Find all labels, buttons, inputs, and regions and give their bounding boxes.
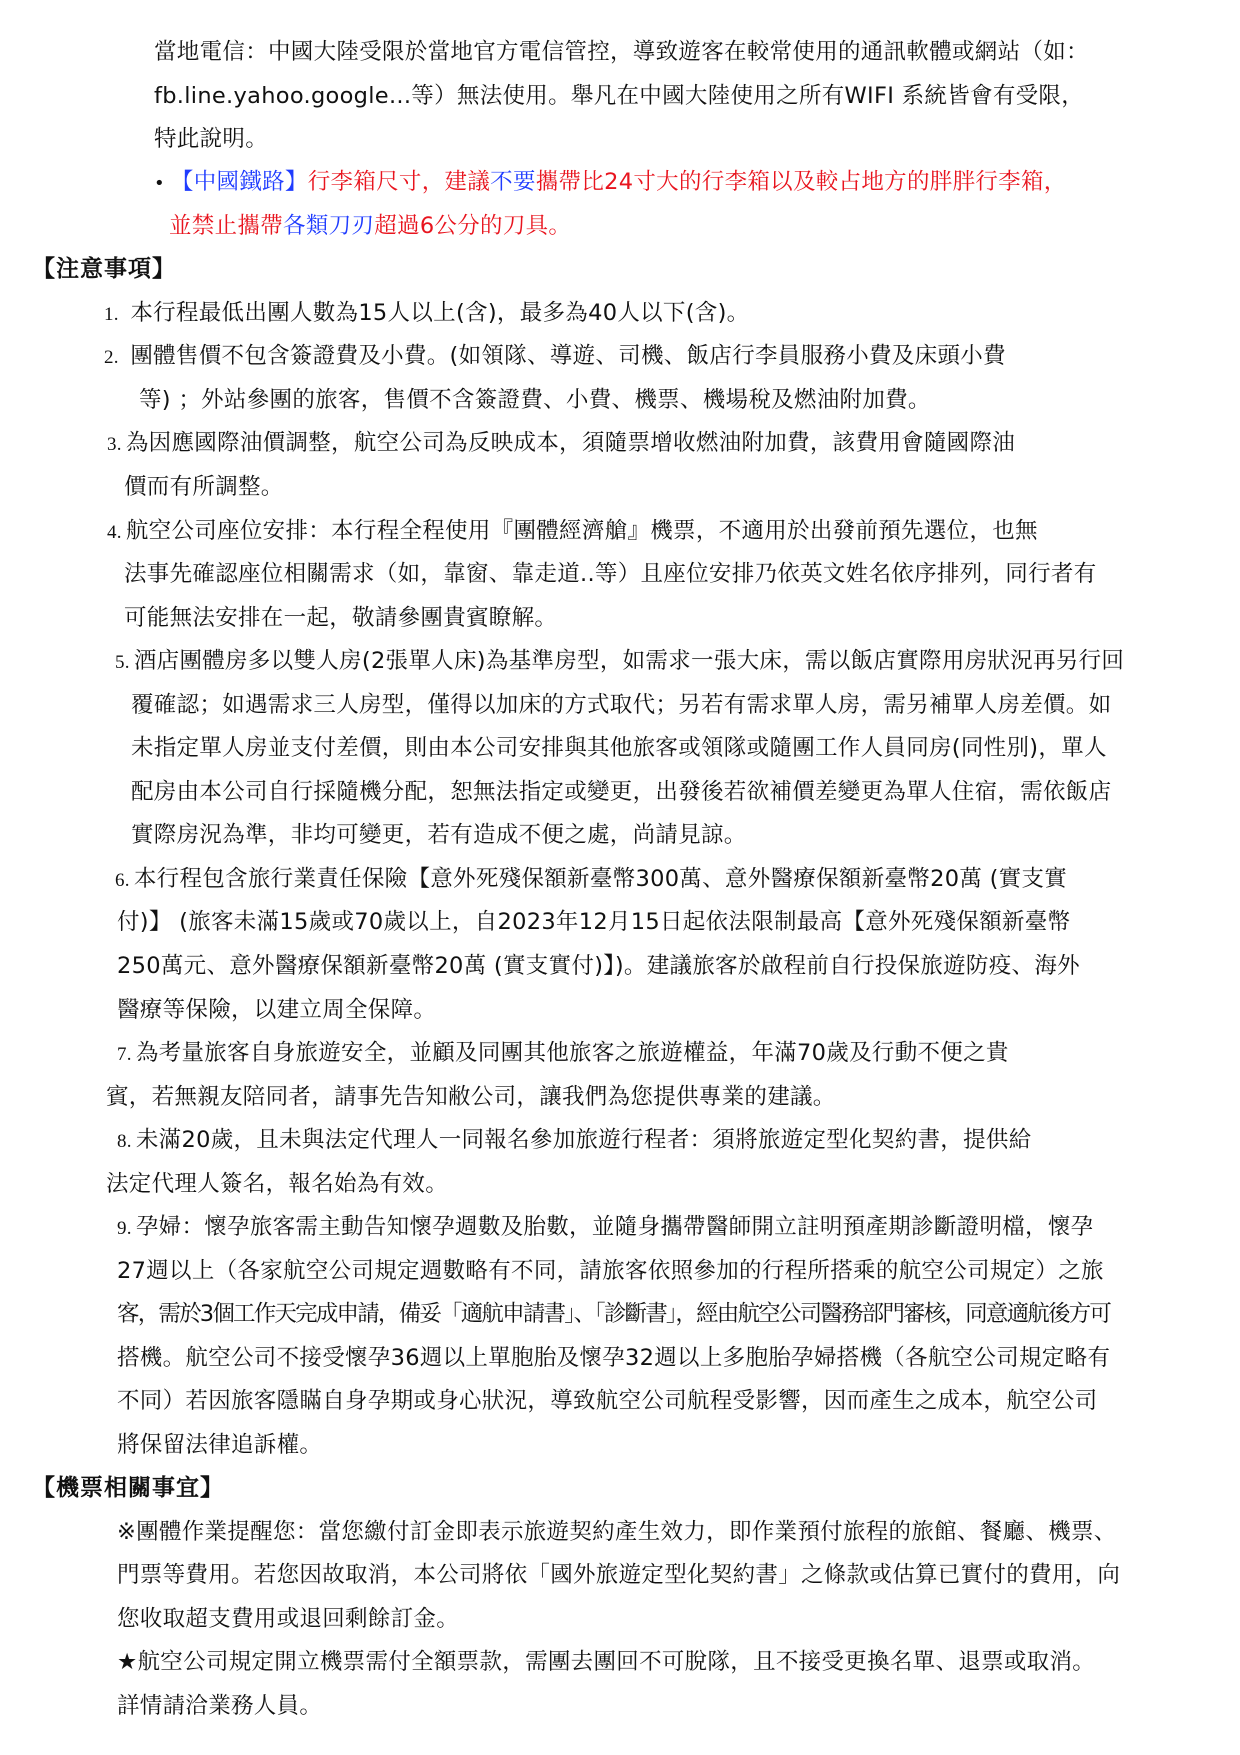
- notice-item-6-cont-3: 醫療等保險，以建立周全保障。: [117, 997, 437, 1023]
- notice-item-5-cont-1: 覆確認；如遇需求三人房型，僅得以加床的方式取代；另若有需求單人房，需另補單人房差價。如: [131, 692, 1112, 718]
- notice-item-6-cont-1: 付)】 (旅客未滿15歲或70歲以上，自2023年12月15日起依法限制最高【意外死殘保額新臺幣: [117, 909, 1071, 935]
- notice-item-2: 2. 團體售價不包含簽證費及小費。(如領隊、導遊、司機、飯店行李員服務小費及床頭小費: [104, 343, 1006, 369]
- notice-item-8: 8. 未滿20歲，且未與法定代理人一同報名參加旅遊行程者：須將旅遊定型化契約書，提供給: [117, 1127, 1032, 1153]
- railway-tag: 【中國鐵路】: [170, 169, 308, 195]
- notice-item-7: 7. 為考量旅客自身旅遊安全，並顧及同團其他旅客之旅遊權益，年滿70歲及行動不便之貴: [117, 1040, 1009, 1066]
- ticket-para-2-line-1: ★航空公司規定開立機票需付全額票款，需團去團回不可脫隊，且不接受更換名單、退票或取消。: [117, 1649, 1096, 1675]
- ticket-para-1-line-2: 門票等費用。若您因故取消，本公司將依「國外旅遊定型化契約書」之條款或估算已實付的費用，向: [117, 1562, 1121, 1588]
- notice-item-6: 6. 本行程包含旅行業責任保險【意外死殘保額新臺幣300萬、意外醫療保額新臺幣20萬 (實支實: [115, 866, 1068, 892]
- notice-item-9-cont-4: 不同）若因旅客隱瞞自身孕期或身心狀況，導致航空公司航程受影響，因而產生之成本，航空公司: [117, 1388, 1098, 1414]
- telecom-line-2: fb.line.yahoo.google...等）無法使用。舉凡在中國大陸使用之所有WIFI 系統皆會有受限，: [154, 83, 1085, 109]
- notice-item-4: 4. 航空公司座位安排：本行程全程使用『團體經濟艙』機票，不適用於出發前預先選位，也無: [107, 518, 1038, 544]
- bullet-icon: •: [154, 173, 165, 194]
- notice-item-9-cont-1: 27週以上（各家航空公司規定週數略有不同，請旅客依照參加的行程所搭乘的航空公司規定）之旅: [117, 1258, 1104, 1284]
- notice-item-9-cont-5: 將保留法律追訴權。: [117, 1432, 323, 1458]
- notice-item-1: 1. 本行程最低出團人數為15人以上(含)，最多為40人以下(含)。: [104, 300, 750, 326]
- notice-item-7-cont: 賓，若無親友陪同者，請事先告知敝公司，讓我們為您提供專業的建議。: [106, 1084, 836, 1110]
- notice-item-9-cont-3: 搭機。航空公司不接受懷孕36週以上單胞胎及懷孕32週以上多胞胎孕婦搭機（各航空公司規定略有: [117, 1345, 1111, 1371]
- telecom-line-3: 特此說明。: [154, 126, 269, 152]
- railway-line-1: • 【中國鐵路】行李箱尺寸，建議不要攜帶比24寸大的行李箱以及較占地方的胖胖行李箱，: [154, 167, 1067, 199]
- notice-item-3: 3. 為因應國際油價調整，航空公司為反映成本，須隨票增收燃油附加費，該費用會隨國際油: [107, 430, 1016, 456]
- notice-item-5: 5. 酒店團體房多以雙人房(2張單人床)為基準房型，如需求一張大床，需以飯店實際用房狀況再另行回: [115, 648, 1125, 674]
- ticket-para-2-line-2: 詳情請洽業務人員。: [117, 1693, 323, 1719]
- notice-item-3-cont: 價而有所調整。: [124, 474, 284, 500]
- railway-line-2: 並禁止攜帶各類刀刃超過6公分的刀具。: [169, 213, 572, 239]
- notice-heading: 【注意事項】: [32, 256, 176, 282]
- ticket-para-1-line-3: 您收取超支費用或退回剩餘訂金。: [117, 1606, 460, 1632]
- ticket-heading: 【機票相關事宜】: [32, 1475, 224, 1501]
- telecom-line-1: 當地電信：中國大陸受限於當地官方電信管控，導致遊客在較常使用的通訊軟體或網站（如：: [154, 39, 1089, 65]
- notice-item-5-cont-4: 實際房況為準，非均可變更，若有造成不便之處，尚請見諒。: [131, 822, 747, 848]
- notice-item-8-cont: 法定代理人簽名，報名始為有效。: [106, 1171, 449, 1197]
- notice-item-6-cont-2: 250萬元、意外醫療保額新臺幣20萬 (實支實付)】)。建議旅客於啟程前自行投保旅遊防疫、海外: [117, 953, 1080, 979]
- ticket-para-1-line-1: ※團體作業提醒您：當您繳付訂金即表示旅遊契約產生效力，即作業預付旅程的旅館、餐廳、機票、: [117, 1519, 1117, 1545]
- notice-item-4-cont-1: 法事先確認座位相關需求（如，靠窗、靠走道..等）且座位安排乃依英文姓名依序排列，同行者有: [124, 561, 1097, 587]
- notice-item-5-cont-2: 未指定單人房並支付差價，則由本公司安排與其他旅客或領隊或隨團工作人員同房(同性別)，單人: [131, 735, 1107, 761]
- notice-item-5-cont-3: 配房由本公司自行採隨機分配，恕無法指定或變更，出發後若欲補價差變更為單人住宿，需依飯店: [131, 779, 1112, 805]
- notice-item-9-cont-2: 客，需於3個工作天完成申請，備妥「適航申請書」、「診斷書」，經由航空公司醫務部門審核，同意適航後方可: [117, 1301, 1111, 1327]
- notice-item-4-cont-2: 可能無法安排在一起，敬請參團貴賓瞭解。: [124, 605, 558, 631]
- notice-item-9: 9. 孕婦：懷孕旅客需主動告知懷孕週數及胎數，並隨身攜帶醫師開立註明預產期診斷證明檔，懷孕: [117, 1214, 1094, 1240]
- notice-item-2-cont: 等) ；外站參團的旅客，售價不含簽證費、小費、機票、機場稅及燃油附加費。: [139, 387, 931, 413]
